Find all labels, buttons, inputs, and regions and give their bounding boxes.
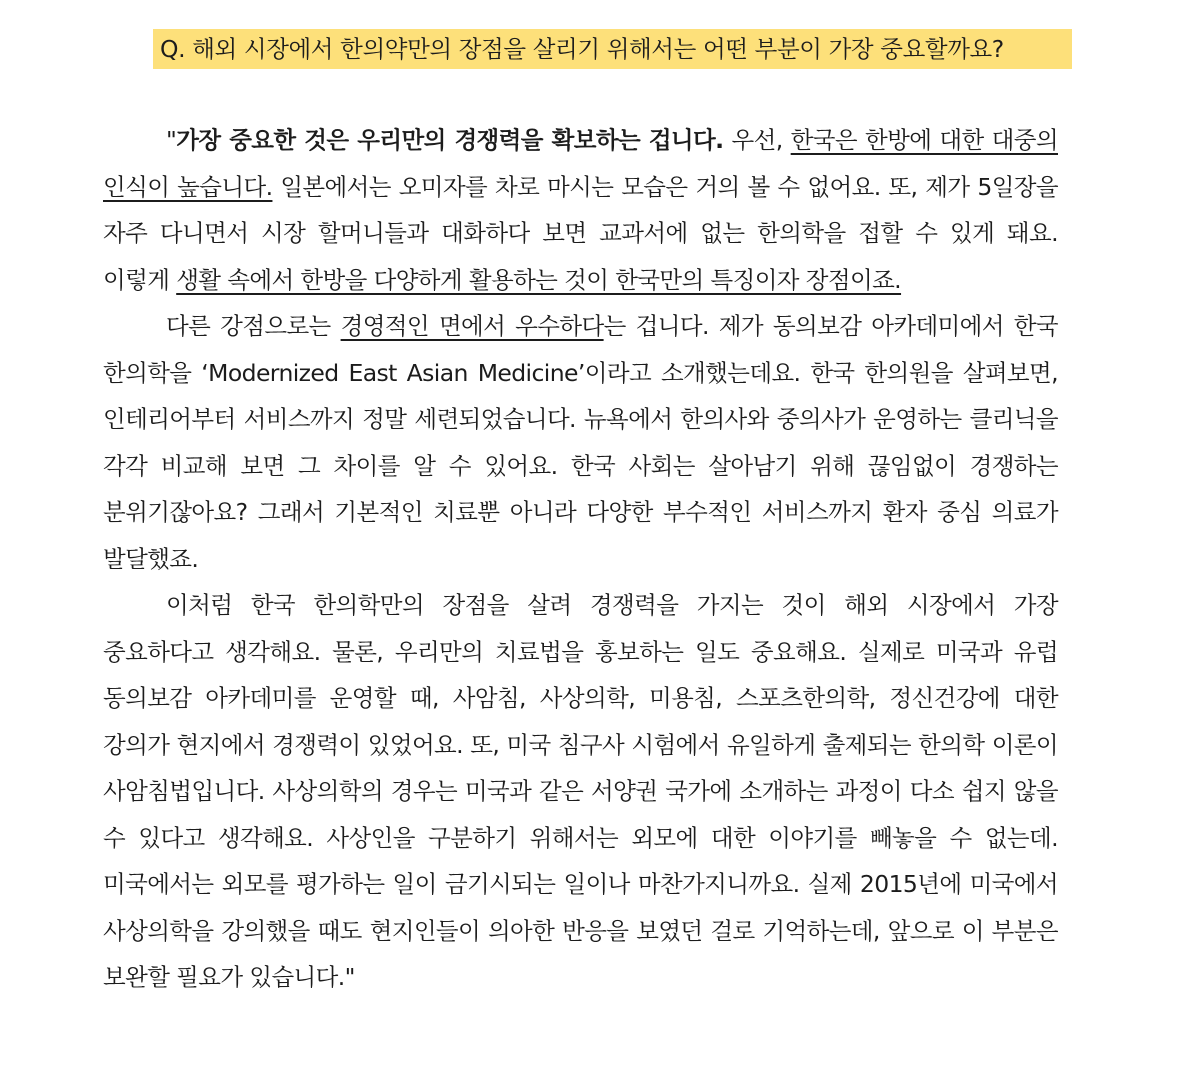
text-segment: 는 겁니다. 제가 동의보감 아카데미에서 한국 한의학을 ‘Modernized East Asian Medicine’이라고 소개했는데요. 한국 한의원을 살펴보면, 인테리어부터 서비스까지 정말 세련되었습니다. 뉴욕에서 한의사와 중의사가 운영하는 클리닉을 각각 비교해 보면 그 차이를 알 수 있어요. 한국 사회는 살아남기 위해 끊임없이 경쟁하는 분위기잖아요? 그래서 기본적인 치료뿐 아니라 다양한 부수적인 서비스까지 환자 중심 의료가 발달했죠. [103,312,1058,573]
text-segment: 다른 강점으로는 [166,312,341,340]
text-segment: 이처럼 한국 한의학만의 장점을 살려 경쟁력을 가지는 것이 해외 시장에서 가장 중요하다고 생각해요. 물론, 우리만의 치료법을 홍보하는 일도 중요해요. 실제로 미국과 유럽 동의보감 아카데미를 운영할 때, 사암침, 사상의학, 미용침, 스포츠한의학, 정신건강에 대한 강의가 현지에서 경쟁력이 있었어요. 또, 미국 침구사 시험에서 유일하게 출제되는 한의학 이론이 사암침법입니다. 사상의학의 경우는 미국과 같은 서양권 국가에 소개하는 과정이 다소 쉽지 않을 수 있다고 생각해요. 사상인을 구분하기 위해서는 외모에 대한 이야기를 빼놓을 수 없는데. 미국에서는 외모를 평가하는 일이 금기시되는 일이나 마찬가지니까요. 실제 2015년에 미국에서 사상의학을 강의했을 때도 현지인들이 의아한 반응을 보였던 걸로 기억하는데, 앞으로 이 부분은 보완할 필요가 있습니다." [103,591,1058,991]
opening-quote: " [166,126,177,154]
text-segment: 일본에서는 오미자를 차로 마시는 모습은 거의 볼 수 없어요. 또, 제가 5일장을 자주 다니면서 시장 할머니들과 대화하다 보면 교과서에 없는 한의학을 접할 수 있게 돼요. 이렇게 [103,172,1058,294]
key-statement: 가장 중요한 것은 우리만의 경쟁력을 확보하는 겁니다. [176,126,724,154]
answer-paragraph-1 [103,117,1058,303]
answer-paragraph-2 [103,303,1058,582]
answer-paragraph-3 [103,582,1058,1001]
underlined-phrase: 경영적인 면에서 우수하다 [340,312,604,340]
question-heading: Q. 해외 시장에서 한의약만의 장점을 살리기 위해서는 어떤 부분이 가장 중요할까요? [153,29,1072,69]
text-segment: 우선, [723,126,791,154]
interview-answer [103,117,1058,1001]
underlined-phrase: 생활 속에서 한방을 다양하게 활용하는 것이 한국만의 특징이자 장점이죠. [176,265,902,294]
underlined-phrase: 한국은 한방에 대한 대중의 인식이 높습니다. [103,126,1058,201]
